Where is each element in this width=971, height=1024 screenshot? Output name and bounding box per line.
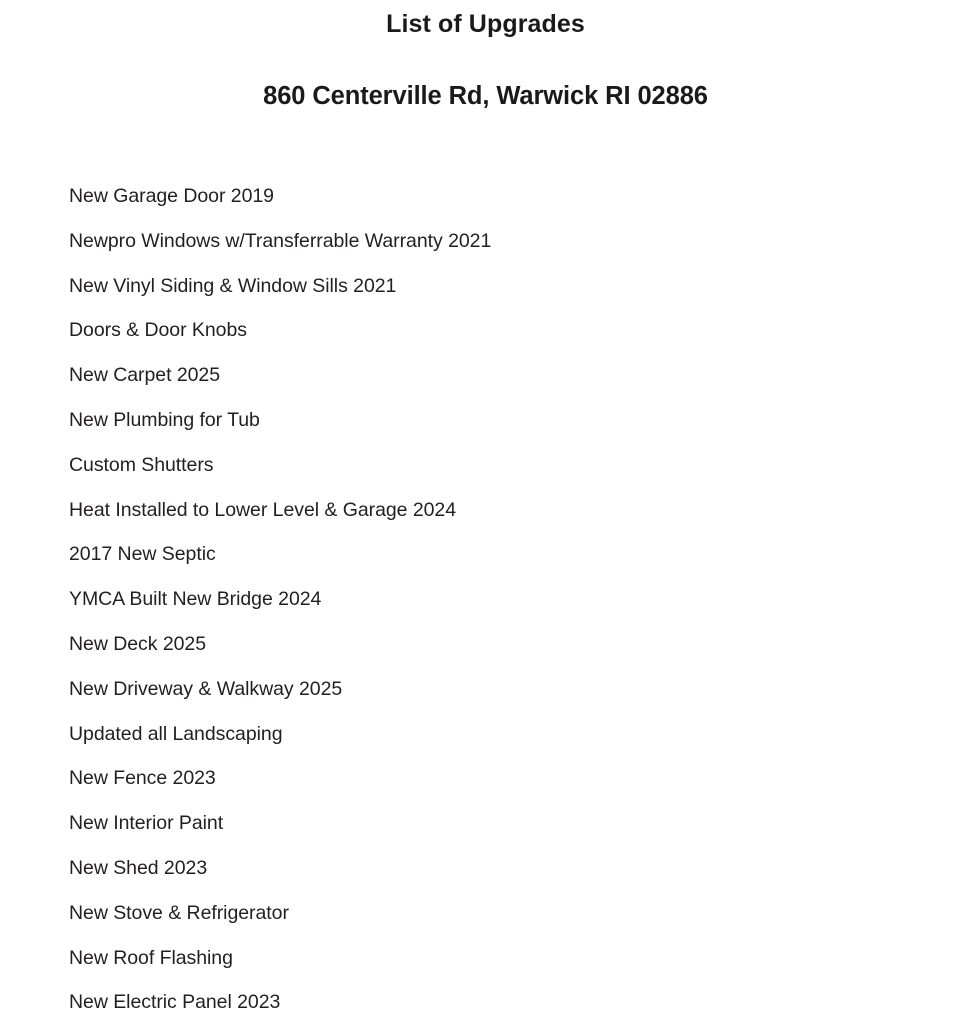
list-item: New Shed 2023 — [69, 856, 208, 879]
list-item: New Interior Paint — [69, 812, 224, 835]
property-address-subtitle: 860 Centerville Rd, Warwick RI 02886 — [263, 82, 708, 110]
list-item: Updated all Landscaping — [69, 722, 283, 745]
list-item: Heat Installed to Lower Level & Garage 2024 — [69, 498, 457, 521]
list-item: 2017 New Septic — [69, 543, 216, 566]
list-item: Doors & Door Knobs — [69, 319, 247, 342]
list-item: New Electric Panel 2023 — [69, 991, 281, 1014]
list-item: New Deck 2025 — [69, 632, 207, 655]
list-item: YMCA Built New Bridge 2024 — [69, 588, 322, 611]
upgrade-list — [69, 184, 929, 1024]
list-item: New Vinyl Siding & Window Sills 2021 — [69, 274, 397, 297]
list-item: New Garage Door 2019 — [69, 185, 274, 207]
list-item: New Plumbing for Tub — [69, 408, 260, 431]
list-item: Newpro Windows w/Transferrable Warranty 2021 — [69, 229, 492, 252]
list-item: New Roof Flashing — [69, 946, 233, 969]
page-title: List of Upgrades — [386, 10, 585, 38]
list-item: New Driveway & Walkway 2025 — [69, 677, 343, 700]
list-item: New Stove & Refrigerator — [69, 901, 289, 924]
list-item: New Fence 2023 — [69, 767, 216, 790]
document-heading — [0, 0, 971, 110]
list-item: New Carpet 2025 — [69, 364, 221, 387]
list-item: Custom Shutters — [69, 453, 214, 476]
